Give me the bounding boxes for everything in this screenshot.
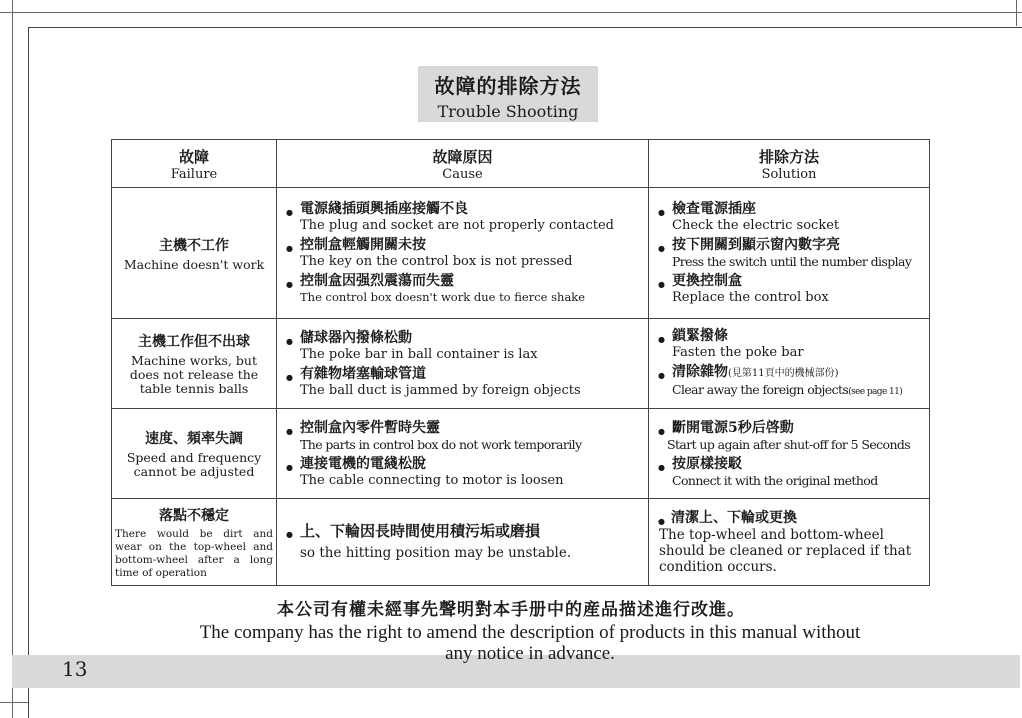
cause-item (277, 273, 648, 305)
header-cause-en: Cause (442, 166, 483, 182)
solution-item (649, 328, 929, 360)
header-failure (112, 140, 277, 188)
solution-en: Fasten the poke bar (672, 344, 804, 360)
header-failure-en: Failure (170, 166, 218, 182)
solution-zh: ● 更換控制盒 (672, 273, 742, 289)
solution-cell (649, 319, 930, 409)
cause-en: so the hitting position may be unstable. (300, 545, 572, 561)
header-cause (277, 140, 649, 188)
solution-en: The top-wheel and bottom-wheel should be cleaned or replaced if that condition occurs. (659, 526, 912, 575)
table-row (112, 409, 930, 499)
header-solution (649, 140, 930, 188)
cause-en: The plug and socket are not properly contacted (300, 218, 615, 233)
solution-en: Press the switch until the number display (672, 254, 912, 269)
solution-item (649, 273, 929, 305)
header-failure-zh: 故障 (178, 147, 209, 166)
disclaimer-chinese: 本公司有權未經事先聲明對本手册中的産品描述進行改進。 (277, 600, 745, 620)
cause-zh: ● 上、下輪因長時間使用積污垢或磨損 (300, 522, 541, 540)
cause-en: The control box doesn't work due to fierce shake (300, 290, 586, 304)
solution-note-zh: (見第11頁中的機械部份) (728, 367, 839, 379)
failure-cell (112, 188, 277, 319)
solution-cell (649, 499, 930, 586)
table-row (112, 188, 930, 319)
failure-zh: 速度、頻率失調 (145, 431, 243, 447)
disclaimer-english: The company has the right to amend the description of products in this manual without any notice in advance. (199, 622, 861, 664)
cause-zh: ● 控制盒因强烈震蕩而失靈 (300, 273, 454, 289)
solution-zh: ● 斷開電源5秒后啓動 (672, 419, 794, 436)
cause-en: The cable connecting to motor is loosen (300, 472, 564, 488)
cause-item (277, 523, 648, 561)
failure-en: Machine works, but does not release the table tennis balls (129, 353, 259, 396)
cause-item (277, 330, 648, 362)
cause-zh: ● 控制盒輕觸開關未按 (300, 237, 426, 253)
cause-cell (277, 499, 649, 586)
cause-zh: ● 有雜物堵塞輸球管道 (300, 365, 426, 382)
failure-en: Machine doesn't work (123, 256, 265, 272)
solution-note-en: (see page 11) (848, 386, 903, 397)
header-solution-en: Solution (761, 166, 817, 182)
solution-en: Start up again after shut-off for 5 Seconds (667, 436, 911, 452)
crop-mark (0, 12, 1022, 13)
title-english: Trouble Shooting (437, 102, 579, 121)
cause-zh: ● 電源綫插頭興插座接觸不良 (300, 201, 468, 217)
failure-cell (112, 319, 277, 409)
solution-en: Replace the control box (672, 290, 829, 305)
failure-zh: 主機工作但不出球 (138, 334, 250, 350)
solution-zh: 清除雜物 (672, 363, 728, 380)
solution-en: Clear away the foreign objects (672, 381, 849, 397)
failure-cell (112, 499, 277, 586)
cause-cell (277, 319, 649, 409)
solution-item (649, 510, 929, 575)
cause-item (277, 237, 648, 269)
cause-item (277, 420, 648, 452)
cause-en: The ball duct is jammed by foreign objects (300, 382, 581, 398)
cause-item (277, 201, 648, 233)
solution-en: Check the electric socket (672, 218, 840, 233)
page-title (418, 66, 598, 122)
failure-en: Speed and frequency cannot be adjusted (126, 450, 262, 479)
cause-zh: ● 連接電機的電綫松脫 (300, 455, 426, 472)
solution-cell (649, 409, 930, 499)
cause-en: The poke bar in ball container is lax (300, 346, 538, 362)
table-header-row (112, 140, 930, 188)
crop-mark (1016, 0, 1017, 26)
troubleshooting-table (111, 139, 930, 586)
cause-en: The parts in control box do not work temporarily (300, 436, 582, 452)
solution-en: Connect it with the original method (672, 472, 878, 488)
solution-zh: ● 清潔上、下輪或更換 (671, 509, 797, 526)
cause-cell (277, 188, 649, 319)
failure-zh: 主機不工作 (159, 237, 229, 254)
table-row (112, 499, 930, 586)
cause-zh: ● 儲球器內撥條松動 (300, 329, 412, 346)
solution-item (649, 420, 929, 452)
failure-en: There would be dirt and wear on the top-wheel and bottom-wheel after a long time of operation (115, 527, 273, 579)
solution-zh: ● 按下開關到顯示窗內數字亮 (672, 237, 840, 253)
page-number: 13 (62, 657, 88, 681)
header-solution-zh: 排除方法 (758, 147, 819, 166)
failure-cell (112, 409, 277, 499)
solution-item (649, 364, 929, 400)
table-row (112, 319, 930, 409)
title-chinese: 故障的排除方法 (434, 74, 582, 98)
header-cause-zh: 故障原因 (432, 147, 493, 166)
cause-item (277, 366, 648, 398)
crop-mark (0, 702, 28, 703)
cause-item (277, 456, 648, 488)
solution-zh: ● 檢查電源插座 (672, 201, 756, 217)
cause-zh: ● 控制盒內零件暫時失靈 (300, 419, 440, 436)
solution-item (649, 237, 929, 269)
solution-item (649, 201, 929, 233)
solution-cell (649, 188, 930, 319)
cause-cell (277, 409, 649, 499)
solution-zh: ● 按原樣接駁 (672, 455, 742, 472)
failure-zh: 落點不穩定 (159, 507, 229, 524)
cause-en: The key on the control box is not pressed (300, 254, 573, 269)
solution-item (649, 456, 929, 488)
solution-zh: ● 鎖緊撥條 (672, 327, 728, 344)
